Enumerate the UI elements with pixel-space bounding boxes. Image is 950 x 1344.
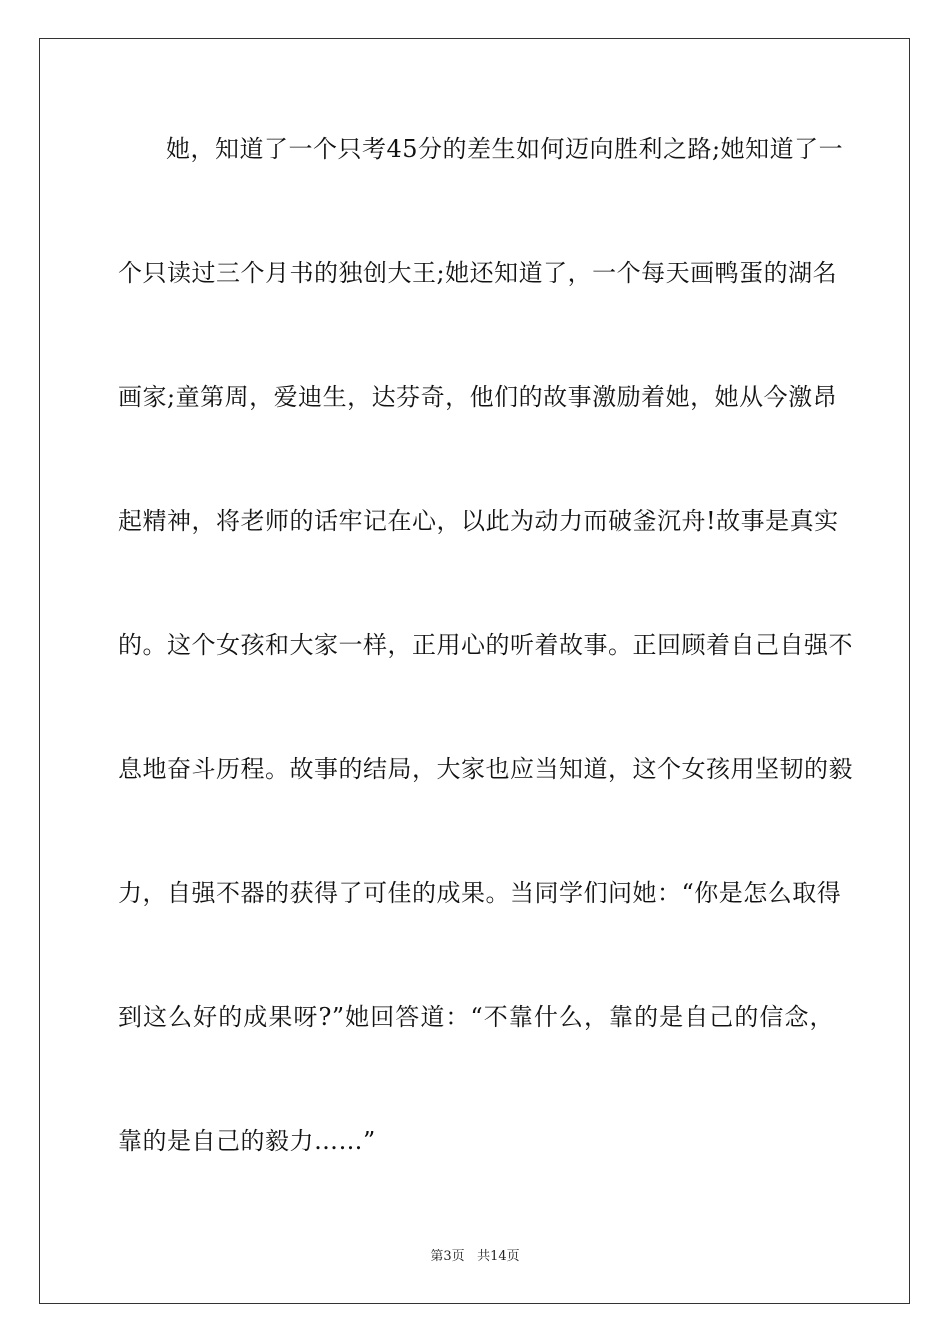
paragraph-line-7: 力，自强不器的获得了可佳的成果。当同学们问她：“你是怎么取得 bbox=[118, 879, 842, 907]
paragraph-line-6: 息地奋斗历程。故事的结局，大家也应当知道，这个女孩用坚韧的毅 bbox=[118, 755, 853, 783]
paragraph-line-2: 个只读过三个月书的独创大王;她还知道了，一个每天画鸭蛋的湖名 bbox=[118, 259, 838, 287]
paragraph-line-1: 她，知道了一个只考45分的差生如何迈向胜利之路;她知道了一 bbox=[166, 135, 844, 163]
page-border bbox=[39, 38, 910, 1304]
page-footer bbox=[0, 1248, 950, 1266]
total-pages: 共14页 bbox=[477, 1249, 520, 1264]
paragraph-line-4: 起精神，将老师的话牢记在心，以此为动力而破釜沉舟!故事是真实 bbox=[118, 507, 839, 535]
page-number: 第3页 bbox=[430, 1249, 465, 1264]
paragraph-line-5: 的。这个女孩和大家一样，正用心的听着故事。正回顾着自己自强不 bbox=[118, 631, 853, 659]
paragraph-line-8: 到这么好的成果呀?”她回答道：“不靠什么，靠的是自己的信念， bbox=[118, 1003, 834, 1031]
paragraph-line-9: 靠的是自己的毅力……” bbox=[118, 1127, 376, 1155]
paragraph-line-3: 画家;童第周，爱迪生，达芬奇，他们的故事激励着她，她从今激昂 bbox=[118, 383, 838, 411]
